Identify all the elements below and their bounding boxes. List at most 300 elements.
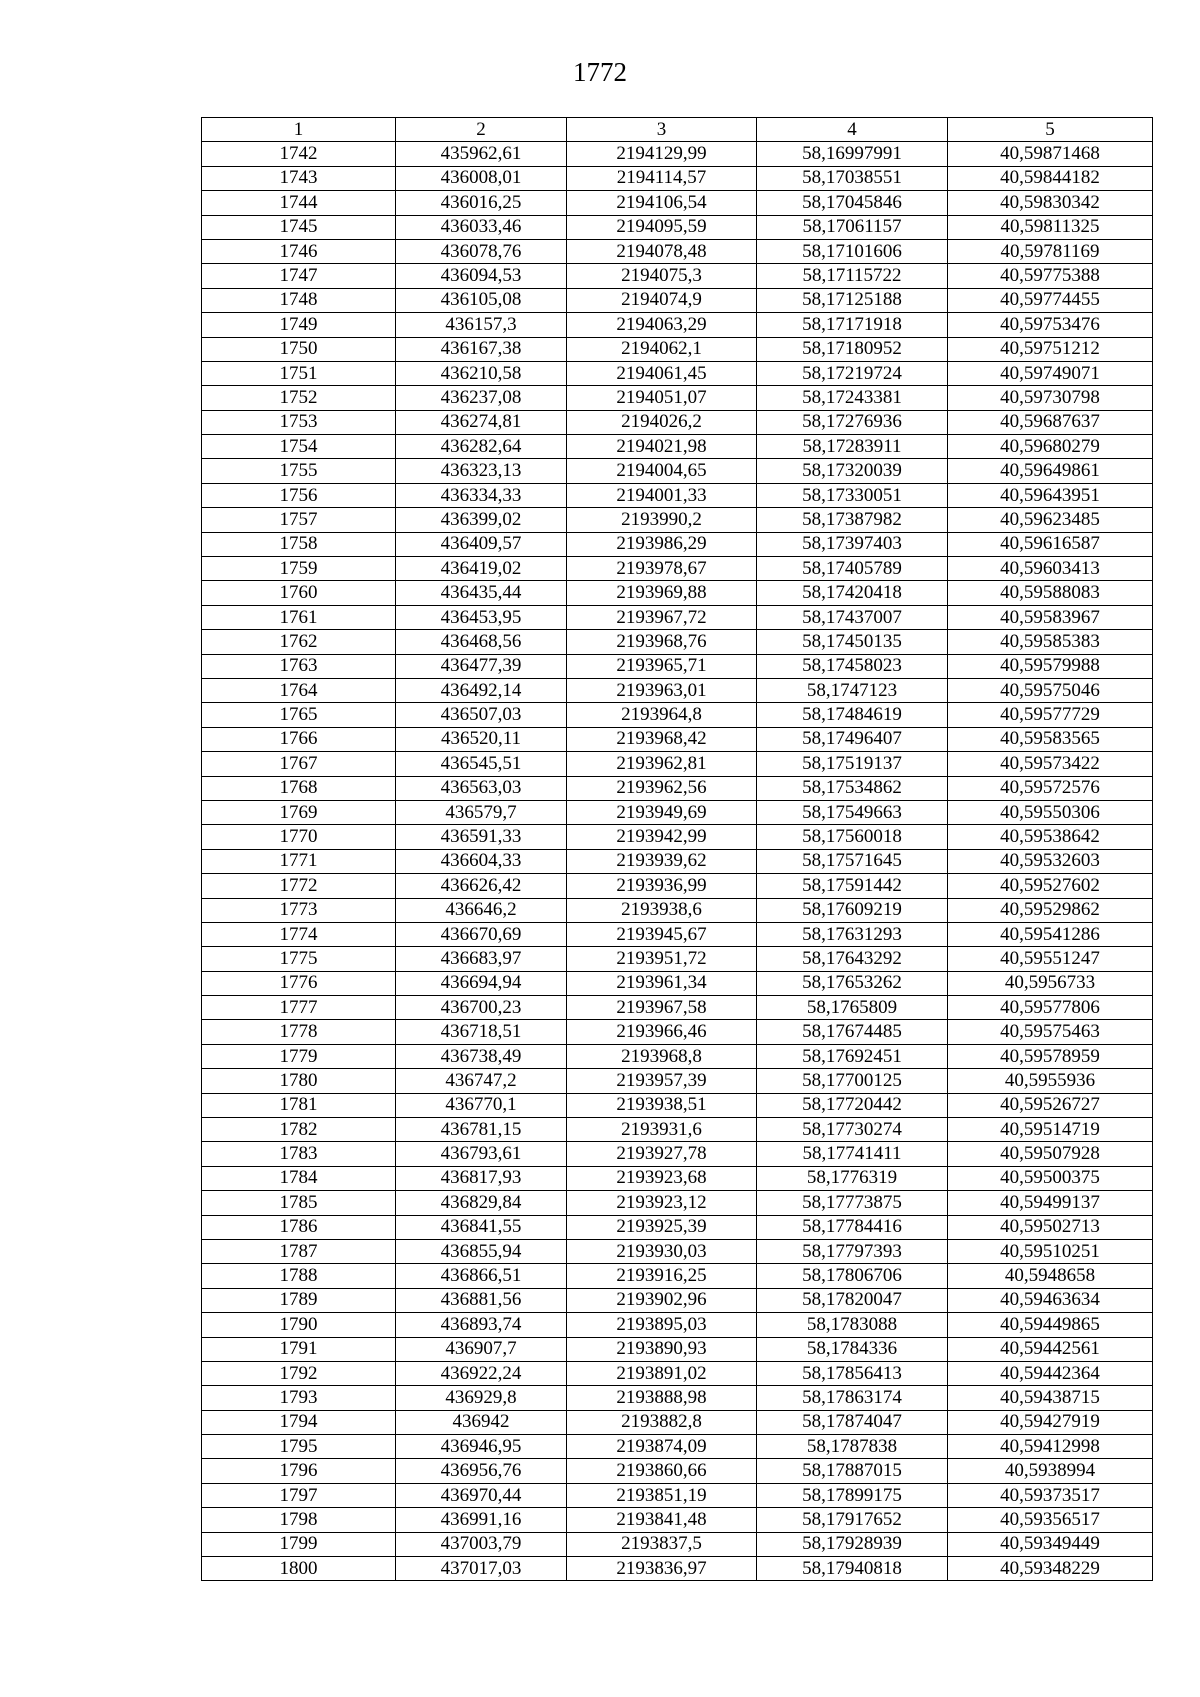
table-cell-col-1: 1784 (202, 1166, 396, 1190)
table-cell-col-2: 436604,33 (396, 849, 567, 873)
table-cell-col-5: 40,59412998 (948, 1435, 1153, 1459)
table-cell-col-4: 58,17320039 (757, 459, 948, 483)
table-cell-col-2: 436946,95 (396, 1435, 567, 1459)
table-cell-col-1: 1780 (202, 1069, 396, 1093)
table-cell-col-3: 2194026,2 (567, 410, 757, 434)
table-cell-col-5: 40,5956733 (948, 971, 1153, 995)
table-cell-col-1: 1790 (202, 1313, 396, 1337)
table-cell-col-2: 436579,7 (396, 800, 567, 824)
table-cell-col-4: 58,17643292 (757, 947, 948, 971)
table-cell-col-3: 2193927,78 (567, 1142, 757, 1166)
table-cell-col-2: 437003,79 (396, 1532, 567, 1556)
table-row (202, 1410, 1153, 1434)
table-row (202, 288, 1153, 312)
table-cell-col-3: 2193957,39 (567, 1069, 757, 1093)
table-cell-col-2: 436282,64 (396, 435, 567, 459)
table-cell-col-3: 2194078,48 (567, 239, 757, 263)
table-row (202, 849, 1153, 873)
table-row (202, 313, 1153, 337)
table-cell-col-5: 40,59687637 (948, 410, 1153, 434)
table-cell-col-4: 58,17609219 (757, 898, 948, 922)
table-cell-col-3: 2193925,39 (567, 1215, 757, 1239)
table-row (202, 947, 1153, 971)
table-cell-col-3: 2193895,03 (567, 1313, 757, 1337)
table-cell-col-5: 40,59603413 (948, 557, 1153, 581)
table-cell-col-4: 58,17720442 (757, 1093, 948, 1117)
table-cell-col-4: 58,17653262 (757, 971, 948, 995)
table-cell-col-2: 436694,94 (396, 971, 567, 995)
table-cell-col-3: 2193990,2 (567, 508, 757, 532)
column-header-1: 1 (202, 118, 396, 142)
table-cell-col-3: 2193945,67 (567, 922, 757, 946)
table-row (202, 678, 1153, 702)
table-cell-col-5: 40,59442561 (948, 1337, 1153, 1361)
table-row (202, 1215, 1153, 1239)
table-cell-col-1: 1786 (202, 1215, 396, 1239)
table-row (202, 191, 1153, 215)
table-cell-col-3: 2193930,03 (567, 1239, 757, 1263)
table-cell-col-3: 2193874,09 (567, 1435, 757, 1459)
table-cell-col-2: 436781,15 (396, 1118, 567, 1142)
table-row (202, 1239, 1153, 1263)
table-cell-col-5: 40,59500375 (948, 1166, 1153, 1190)
table-cell-col-3: 2193949,69 (567, 800, 757, 824)
table-cell-col-5: 40,59649861 (948, 459, 1153, 483)
page-number: 1772 (573, 57, 627, 87)
table-cell-col-5: 40,59749071 (948, 361, 1153, 385)
table-cell-col-5: 40,59583967 (948, 605, 1153, 629)
table-row (202, 1508, 1153, 1532)
table-cell-col-3: 2193964,8 (567, 703, 757, 727)
table-cell-col-2: 436866,51 (396, 1264, 567, 1288)
table-cell-col-5: 40,59575046 (948, 678, 1153, 702)
table-cell-col-1: 1762 (202, 630, 396, 654)
table-cell-col-1: 1771 (202, 849, 396, 873)
table-row (202, 1459, 1153, 1483)
table-row (202, 264, 1153, 288)
table-row (202, 703, 1153, 727)
table-row (202, 996, 1153, 1020)
column-header-5: 5 (948, 118, 1153, 142)
table-row (202, 776, 1153, 800)
table-row (202, 1093, 1153, 1117)
table-cell-col-2: 435962,61 (396, 142, 567, 166)
table-cell-col-4: 58,17917652 (757, 1508, 948, 1532)
table-cell-col-4: 58,1787838 (757, 1435, 948, 1459)
table-cell-col-2: 436942 (396, 1410, 567, 1434)
table-cell-col-2: 436334,33 (396, 483, 567, 507)
coordinates-table (201, 117, 1153, 1581)
table-cell-col-1: 1764 (202, 678, 396, 702)
table-cell-col-4: 58,17806706 (757, 1264, 948, 1288)
table-cell-col-2: 436435,44 (396, 581, 567, 605)
table-cell-col-2: 436323,13 (396, 459, 567, 483)
table-cell-col-1: 1799 (202, 1532, 396, 1556)
table-cell-col-5: 40,59643951 (948, 483, 1153, 507)
table-cell-col-4: 58,17171918 (757, 313, 948, 337)
table-cell-col-3: 2193938,6 (567, 898, 757, 922)
table-cell-col-3: 2193969,88 (567, 581, 757, 605)
table-row (202, 605, 1153, 629)
table-cell-col-3: 2193888,98 (567, 1386, 757, 1410)
table-cell-col-3: 2194051,07 (567, 386, 757, 410)
table-cell-col-1: 1778 (202, 1020, 396, 1044)
table-cell-col-3: 2193938,51 (567, 1093, 757, 1117)
table-cell-col-2: 436210,58 (396, 361, 567, 385)
table-cell-col-5: 40,59356517 (948, 1508, 1153, 1532)
table-cell-col-1: 1793 (202, 1386, 396, 1410)
table-row (202, 1313, 1153, 1337)
table-cell-col-4: 58,1783088 (757, 1313, 948, 1337)
table-cell-col-3: 2193836,97 (567, 1557, 757, 1581)
table-cell-col-5: 40,59427919 (948, 1410, 1153, 1434)
table-cell-col-1: 1758 (202, 532, 396, 556)
table-row (202, 1386, 1153, 1410)
table-cell-col-3: 2193882,8 (567, 1410, 757, 1434)
table-row (202, 1361, 1153, 1385)
table-body (202, 142, 1153, 1581)
table-cell-col-3: 2193967,58 (567, 996, 757, 1020)
table-cell-col-5: 40,59541286 (948, 922, 1153, 946)
table-row (202, 898, 1153, 922)
table-row (202, 1191, 1153, 1215)
table-cell-col-4: 58,17741411 (757, 1142, 948, 1166)
table-cell-col-4: 58,17496407 (757, 727, 948, 751)
table-cell-col-1: 1783 (202, 1142, 396, 1166)
table-cell-col-3: 2193837,5 (567, 1532, 757, 1556)
table-cell-col-5: 40,59578959 (948, 1044, 1153, 1068)
table-cell-col-5: 40,59373517 (948, 1483, 1153, 1507)
table-cell-col-4: 58,17820047 (757, 1288, 948, 1312)
table-cell-col-3: 2193891,02 (567, 1361, 757, 1385)
table-cell-col-1: 1796 (202, 1459, 396, 1483)
table-cell-col-1: 1760 (202, 581, 396, 605)
table-cell-col-2: 436683,97 (396, 947, 567, 971)
table-cell-col-5: 40,5955936 (948, 1069, 1153, 1093)
table-cell-col-4: 58,17405789 (757, 557, 948, 581)
table-row (202, 239, 1153, 263)
table-cell-col-1: 1788 (202, 1264, 396, 1288)
table-cell-col-2: 436094,53 (396, 264, 567, 288)
table-cell-col-4: 58,17730274 (757, 1118, 948, 1142)
table-cell-col-4: 58,17219724 (757, 361, 948, 385)
table-cell-col-3: 2193942,99 (567, 825, 757, 849)
column-header-4: 4 (757, 118, 948, 142)
table-row (202, 922, 1153, 946)
table-row (202, 654, 1153, 678)
table-cell-col-2: 436492,14 (396, 678, 567, 702)
table-cell-col-1: 1765 (202, 703, 396, 727)
table-cell-col-2: 436468,56 (396, 630, 567, 654)
table-cell-col-5: 40,59538642 (948, 825, 1153, 849)
table-cell-col-2: 436970,44 (396, 1483, 567, 1507)
table-cell-col-2: 436545,51 (396, 752, 567, 776)
table-row (202, 1118, 1153, 1142)
table-cell-col-5: 40,59579988 (948, 654, 1153, 678)
table-cell-col-2: 436738,49 (396, 1044, 567, 1068)
table-cell-col-4: 58,17420418 (757, 581, 948, 605)
table-cell-col-1: 1750 (202, 337, 396, 361)
table-cell-col-1: 1789 (202, 1288, 396, 1312)
table-cell-col-4: 58,17591442 (757, 874, 948, 898)
table-cell-col-5: 40,59551247 (948, 947, 1153, 971)
table-cell-col-1: 1748 (202, 288, 396, 312)
table-cell-col-5: 40,59585383 (948, 630, 1153, 654)
table-cell-col-1: 1779 (202, 1044, 396, 1068)
table-cell-col-4: 58,17180952 (757, 337, 948, 361)
table-cell-col-4: 58,17038551 (757, 166, 948, 190)
table-cell-col-3: 2193966,46 (567, 1020, 757, 1044)
table-cell-col-2: 436747,2 (396, 1069, 567, 1093)
table-cell-col-2: 436008,01 (396, 166, 567, 190)
table-cell-col-3: 2193890,93 (567, 1337, 757, 1361)
table-cell-col-5: 40,59680279 (948, 435, 1153, 459)
table-row (202, 142, 1153, 166)
table-cell-col-4: 58,17856413 (757, 1361, 948, 1385)
table-cell-col-1: 1744 (202, 191, 396, 215)
table-cell-col-1: 1774 (202, 922, 396, 946)
table-cell-col-3: 2194061,45 (567, 361, 757, 385)
table-row (202, 1435, 1153, 1459)
table-cell-col-3: 2193968,76 (567, 630, 757, 654)
table-row (202, 825, 1153, 849)
table-row (202, 1044, 1153, 1068)
table-row (202, 508, 1153, 532)
table-cell-col-2: 436646,2 (396, 898, 567, 922)
table-row (202, 459, 1153, 483)
table-cell-col-5: 40,59575463 (948, 1020, 1153, 1044)
table-cell-col-3: 2194004,65 (567, 459, 757, 483)
table-header-row (202, 118, 1153, 142)
table-row (202, 337, 1153, 361)
table-cell-col-4: 58,17899175 (757, 1483, 948, 1507)
table-cell-col-4: 58,17330051 (757, 483, 948, 507)
table-cell-col-4: 58,17887015 (757, 1459, 948, 1483)
table-cell-col-3: 2193936,99 (567, 874, 757, 898)
table-cell-col-4: 58,17571645 (757, 849, 948, 873)
table-cell-col-3: 2193961,34 (567, 971, 757, 995)
table-cell-col-4: 58,17928939 (757, 1532, 948, 1556)
table-cell-col-5: 40,59577806 (948, 996, 1153, 1020)
table-cell-col-1: 1757 (202, 508, 396, 532)
table-cell-col-5: 40,59623485 (948, 508, 1153, 532)
table-row (202, 800, 1153, 824)
table-cell-col-5: 40,5938994 (948, 1459, 1153, 1483)
table-cell-col-2: 436829,84 (396, 1191, 567, 1215)
table-cell-col-1: 1768 (202, 776, 396, 800)
table-cell-col-3: 2193923,12 (567, 1191, 757, 1215)
table-cell-col-4: 58,17283911 (757, 435, 948, 459)
table-cell-col-1: 1767 (202, 752, 396, 776)
table-cell-col-2: 436907,7 (396, 1337, 567, 1361)
table-cell-col-2: 437017,03 (396, 1557, 567, 1581)
table-row (202, 752, 1153, 776)
table-cell-col-4: 58,17631293 (757, 922, 948, 946)
table-cell-col-5: 40,59499137 (948, 1191, 1153, 1215)
table-cell-col-4: 58,17484619 (757, 703, 948, 727)
table-cell-col-5: 40,59753476 (948, 313, 1153, 337)
table-cell-col-5: 40,59348229 (948, 1557, 1153, 1581)
table-cell-col-1: 1797 (202, 1483, 396, 1507)
table-cell-col-3: 2193968,42 (567, 727, 757, 751)
table-cell-col-2: 436893,74 (396, 1313, 567, 1337)
table-cell-col-4: 58,17458023 (757, 654, 948, 678)
table-row (202, 727, 1153, 751)
table-cell-col-1: 1776 (202, 971, 396, 995)
table-cell-col-3: 2194001,33 (567, 483, 757, 507)
table-cell-col-1: 1791 (202, 1337, 396, 1361)
table-cell-col-1: 1752 (202, 386, 396, 410)
table-cell-col-2: 436718,51 (396, 1020, 567, 1044)
table-cell-col-1: 1753 (202, 410, 396, 434)
table-cell-col-5: 40,59442364 (948, 1361, 1153, 1385)
table-cell-col-2: 436419,02 (396, 557, 567, 581)
table-cell-col-3: 2193978,67 (567, 557, 757, 581)
table-cell-col-1: 1745 (202, 215, 396, 239)
table-cell-col-5: 40,59871468 (948, 142, 1153, 166)
table-cell-col-1: 1782 (202, 1118, 396, 1142)
table-cell-col-3: 2193939,62 (567, 849, 757, 873)
table-cell-col-3: 2194129,99 (567, 142, 757, 166)
table-cell-col-5: 40,59844182 (948, 166, 1153, 190)
table-cell-col-2: 436507,03 (396, 703, 567, 727)
table-cell-col-4: 58,1784336 (757, 1337, 948, 1361)
table-cell-col-3: 2193860,66 (567, 1459, 757, 1483)
table-cell-col-3: 2194075,3 (567, 264, 757, 288)
table-cell-col-4: 58,17874047 (757, 1410, 948, 1434)
table-row (202, 557, 1153, 581)
table-cell-col-5: 40,59616587 (948, 532, 1153, 556)
table-cell-col-5: 40,59510251 (948, 1239, 1153, 1263)
table-cell-col-3: 2193931,6 (567, 1118, 757, 1142)
table-cell-col-4: 58,17450135 (757, 630, 948, 654)
table-cell-col-1: 1781 (202, 1093, 396, 1117)
table-cell-col-1: 1756 (202, 483, 396, 507)
table-cell-col-5: 40,59526727 (948, 1093, 1153, 1117)
table-cell-col-2: 436922,24 (396, 1361, 567, 1385)
table-cell-col-2: 436453,95 (396, 605, 567, 629)
table-cell-col-3: 2193965,71 (567, 654, 757, 678)
table-cell-col-5: 40,59577729 (948, 703, 1153, 727)
table-cell-col-2: 436016,25 (396, 191, 567, 215)
column-header-2: 2 (396, 118, 567, 142)
table-cell-col-1: 1749 (202, 313, 396, 337)
table-cell-col-2: 436078,76 (396, 239, 567, 263)
table-cell-col-1: 1743 (202, 166, 396, 190)
table-cell-col-4: 58,17397403 (757, 532, 948, 556)
table-cell-col-1: 1747 (202, 264, 396, 288)
table-cell-col-2: 436591,33 (396, 825, 567, 849)
table-cell-col-5: 40,59527602 (948, 874, 1153, 898)
table-cell-col-4: 58,1776319 (757, 1166, 948, 1190)
table-cell-col-1: 1773 (202, 898, 396, 922)
table-cell-col-4: 58,17437007 (757, 605, 948, 629)
table-cell-col-5: 40,59811325 (948, 215, 1153, 239)
table-row (202, 630, 1153, 654)
table-cell-col-4: 58,17863174 (757, 1386, 948, 1410)
table-cell-col-4: 58,17797393 (757, 1239, 948, 1263)
table-cell-col-4: 58,17125188 (757, 288, 948, 312)
table-cell-col-2: 436929,8 (396, 1386, 567, 1410)
table-cell-col-4: 58,17045846 (757, 191, 948, 215)
table-row (202, 1483, 1153, 1507)
table-cell-col-2: 436563,03 (396, 776, 567, 800)
table-cell-col-2: 436817,93 (396, 1166, 567, 1190)
table-cell-col-5: 40,59573422 (948, 752, 1153, 776)
table-cell-col-5: 40,59751212 (948, 337, 1153, 361)
table-row (202, 874, 1153, 898)
table-cell-col-5: 40,59514719 (948, 1118, 1153, 1142)
table-cell-col-1: 1770 (202, 825, 396, 849)
table-cell-col-2: 436841,55 (396, 1215, 567, 1239)
table-row (202, 1264, 1153, 1288)
table-cell-col-1: 1795 (202, 1435, 396, 1459)
table-cell-col-1: 1785 (202, 1191, 396, 1215)
table-cell-col-3: 2194114,57 (567, 166, 757, 190)
table-cell-col-5: 40,59349449 (948, 1532, 1153, 1556)
table-cell-col-2: 436157,3 (396, 313, 567, 337)
table-row (202, 1288, 1153, 1312)
table-cell-col-3: 2194062,1 (567, 337, 757, 361)
table-cell-col-1: 1777 (202, 996, 396, 1020)
table-cell-col-1: 1763 (202, 654, 396, 678)
table-cell-col-5: 40,59550306 (948, 800, 1153, 824)
table-cell-col-2: 436274,81 (396, 410, 567, 434)
table-cell-col-3: 2193963,01 (567, 678, 757, 702)
table-cell-col-3: 2193986,29 (567, 532, 757, 556)
table-row (202, 166, 1153, 190)
table-cell-col-4: 58,17674485 (757, 1020, 948, 1044)
table-cell-col-4: 58,17534862 (757, 776, 948, 800)
table-row (202, 1532, 1153, 1556)
table-cell-col-4: 58,1747123 (757, 678, 948, 702)
table-cell-col-3: 2193902,96 (567, 1288, 757, 1312)
table-cell-col-1: 1792 (202, 1361, 396, 1385)
table-cell-col-1: 1766 (202, 727, 396, 751)
table-row (202, 410, 1153, 434)
column-header-3: 3 (567, 118, 757, 142)
table-cell-col-2: 436991,16 (396, 1508, 567, 1532)
table-cell-col-2: 436399,02 (396, 508, 567, 532)
table-row (202, 1142, 1153, 1166)
table-cell-col-3: 2193951,72 (567, 947, 757, 971)
table-cell-col-1: 1769 (202, 800, 396, 824)
table-cell-col-4: 58,17784416 (757, 1215, 948, 1239)
table-cell-col-2: 436520,11 (396, 727, 567, 751)
table-cell-col-2: 436477,39 (396, 654, 567, 678)
table-cell-col-1: 1754 (202, 435, 396, 459)
table-cell-col-2: 436956,76 (396, 1459, 567, 1483)
table-cell-col-1: 1794 (202, 1410, 396, 1434)
table-cell-col-2: 436105,08 (396, 288, 567, 312)
table-cell-col-3: 2193923,68 (567, 1166, 757, 1190)
table-cell-col-4: 58,17940818 (757, 1557, 948, 1581)
table-row (202, 1069, 1153, 1093)
table-cell-col-5: 40,59774455 (948, 288, 1153, 312)
table-cell-col-1: 1800 (202, 1557, 396, 1581)
table-cell-col-4: 58,17519137 (757, 752, 948, 776)
table-cell-col-2: 436033,46 (396, 215, 567, 239)
table-cell-col-5: 40,59463634 (948, 1288, 1153, 1312)
table-cell-col-5: 40,5948658 (948, 1264, 1153, 1288)
table-cell-col-1: 1798 (202, 1508, 396, 1532)
table-cell-col-1: 1742 (202, 142, 396, 166)
table-cell-col-4: 58,17692451 (757, 1044, 948, 1068)
table-cell-col-5: 40,59529862 (948, 898, 1153, 922)
table-cell-col-4: 58,17560018 (757, 825, 948, 849)
table-row (202, 1166, 1153, 1190)
table-cell-col-3: 2193967,72 (567, 605, 757, 629)
